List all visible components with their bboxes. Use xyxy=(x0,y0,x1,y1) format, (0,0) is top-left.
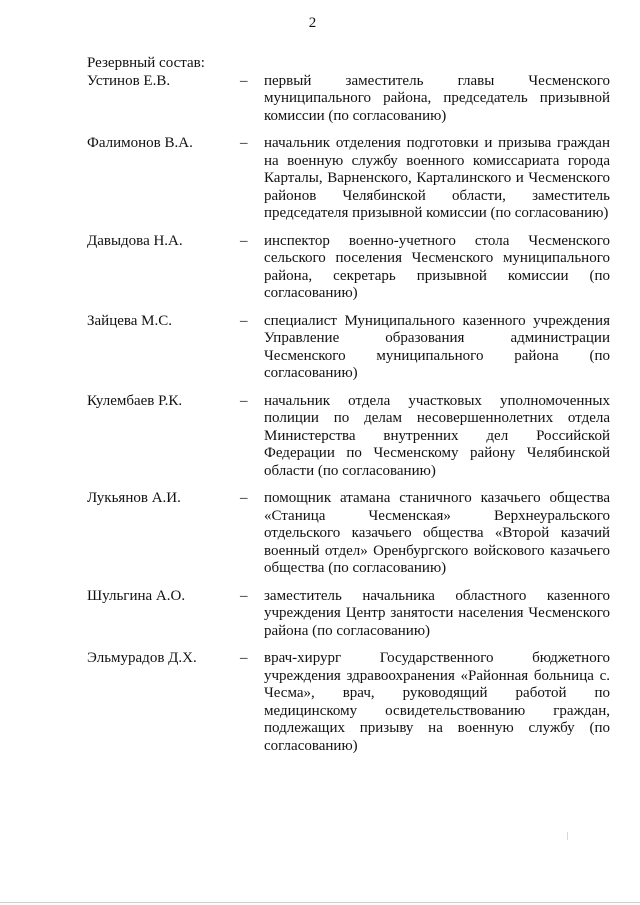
member-name: Фалимонов В.А. xyxy=(87,135,193,151)
dash-separator: – xyxy=(240,232,248,249)
member-position: начальник отдела участковых уполномоченных полиции по делам несовершеннолетних отдела Министерства внутренних дел Российской Федерации по Чесменскому району Челябинской области (по согласованию) xyxy=(264,392,610,479)
member-name: Кулембаев Р.К. xyxy=(87,392,183,409)
page-bottom-edge xyxy=(0,902,640,903)
member-position: первый заместитель главы Чесменского муниципального района, председатель призывной комиссии (по согласованию) xyxy=(264,72,610,124)
member-position: специалист Муниципального казенного учреждения Управление образования администрации Чесменского муниципального района (по согласованию) xyxy=(264,312,610,381)
member-name: Шульгина А.О. xyxy=(87,587,186,604)
member-position: начальник отделения подготовки и призыва граждан на военную службу военного комиссариата города Карталы, Варненского, Карталинского и Чесменского районов Челябинской области, заместитель председателя призывной комиссии (по согласованию) xyxy=(264,135,610,221)
member-position: помощник атамана станичного казачьего общества «Станица Чесменская» Верхнеуральского отдельского казачьего общества «Второй казачий военный отдел» Оренбургского войскового казачьего общества (по согласованию) xyxy=(264,490,610,576)
member-position: инспектор военно-учетного стола Чесменского сельского поселения Чесменского муниципального района, секретарь призывной комиссии (по согласованию) xyxy=(264,232,610,301)
dash-separator: – xyxy=(240,490,248,506)
dash-separator: – xyxy=(240,312,248,329)
section-title: Резервный состав: xyxy=(87,55,205,71)
member-name: Устинов Е.В. xyxy=(87,72,171,89)
member-list xyxy=(87,73,610,766)
member-entry xyxy=(87,313,610,383)
member-name: Лукьянов А.И. xyxy=(87,490,181,506)
member-name: Эльмурадов Д.Х. xyxy=(87,650,197,666)
dash-separator: – xyxy=(240,650,248,666)
dash-separator: – xyxy=(240,587,248,604)
dash-separator: – xyxy=(240,135,248,151)
member-entry xyxy=(87,73,610,126)
dash-separator: – xyxy=(240,392,248,409)
page-number: 2 xyxy=(308,15,317,31)
member-name: Зайцева М.С. xyxy=(87,312,173,329)
member-position: заместитель начальника областного казенного учреждения Центр занятости населения Чесменского района (по согласованию) xyxy=(264,587,610,639)
member-entry xyxy=(87,588,610,641)
member-entry xyxy=(87,233,610,303)
dash-separator: – xyxy=(240,72,248,89)
member-name: Давыдова Н.А. xyxy=(87,232,183,249)
member-entry xyxy=(87,135,610,223)
member-entry xyxy=(87,650,610,755)
member-entry xyxy=(87,490,610,578)
member-position: врач-хирург Государственного бюджетного учреждения здравоохранения «Районная больница с. Чесма», врач, руководящий работой по медицинскому освидетельствованию граждан, подлежащих призыву на военную службу (по согласованию) xyxy=(264,650,610,754)
scan-artifact-mark xyxy=(567,832,568,840)
member-entry xyxy=(87,393,610,481)
